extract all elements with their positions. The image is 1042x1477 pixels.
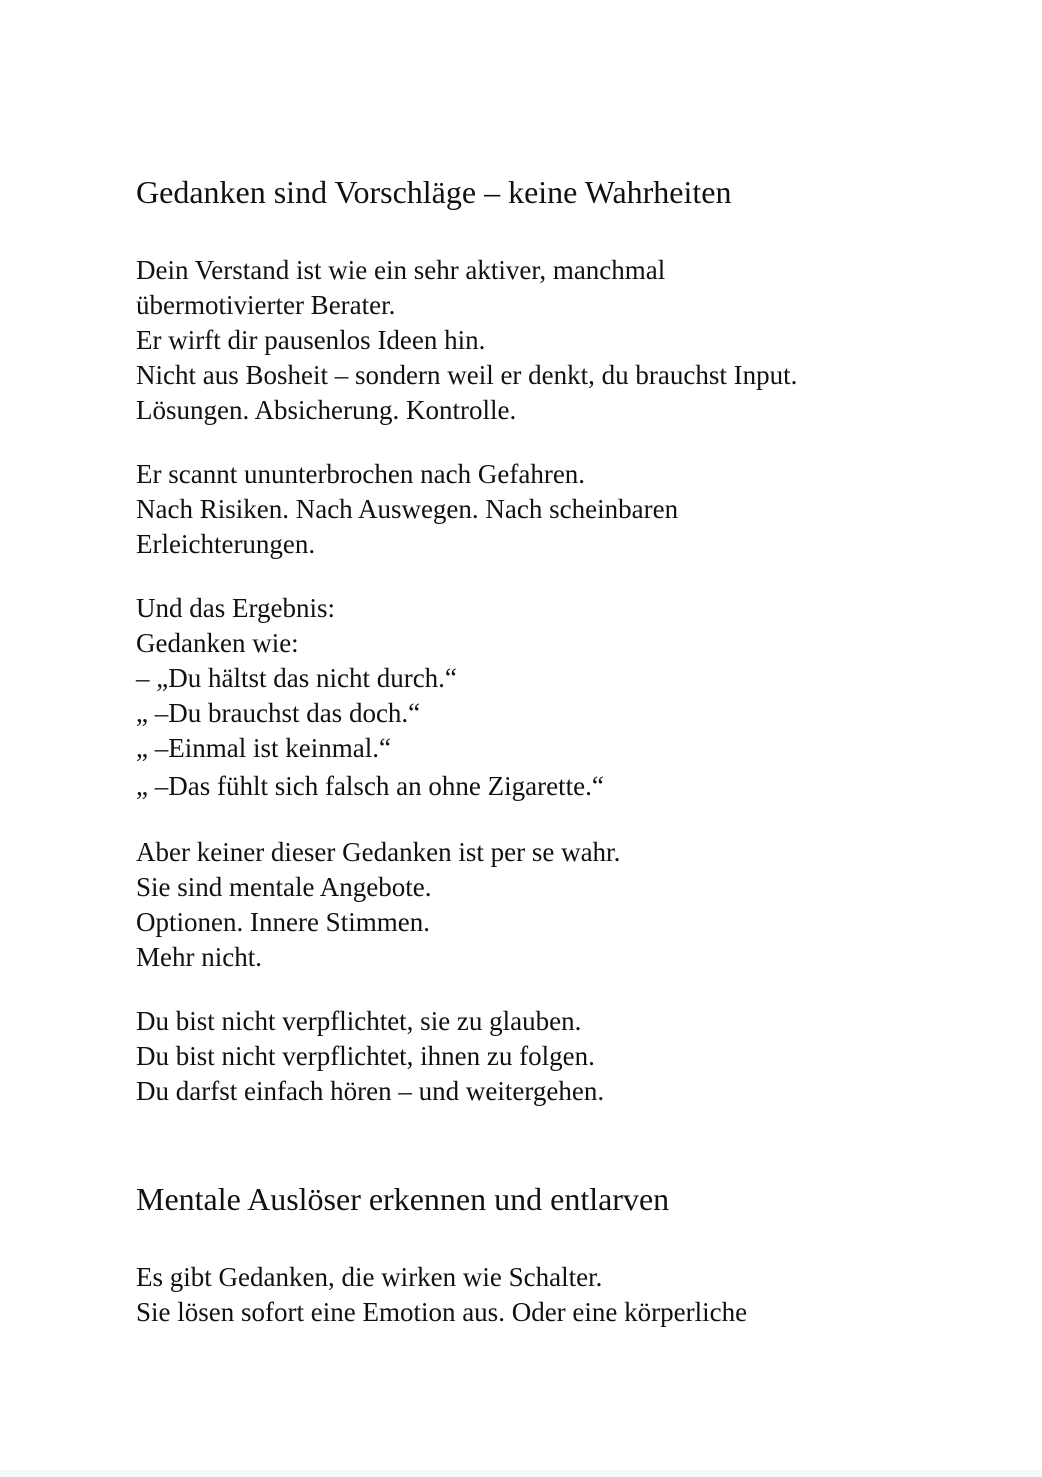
text-line: Es gibt Gedanken, die wirken wie Schalter. bbox=[136, 1262, 603, 1292]
text-line: Optionen. Innere Stimmen. bbox=[136, 907, 430, 937]
text-line: Und das Ergebnis: bbox=[136, 593, 335, 623]
text-line: Nach Risiken. Nach Auswegen. Nach scheinbaren bbox=[136, 494, 679, 524]
paragraph-mind-as-advisor bbox=[136, 253, 936, 428]
paragraph-not-obligated bbox=[136, 1004, 936, 1109]
paragraph-scanning-dangers bbox=[136, 457, 936, 562]
text-line: Nicht aus Bosheit – sondern weil er denkt, du brauchst Input. bbox=[136, 360, 798, 390]
paragraph-thoughts-as-switches bbox=[136, 1260, 936, 1330]
text-line: Mehr nicht. bbox=[136, 942, 262, 972]
paragraph-not-true bbox=[136, 835, 936, 975]
text-line: Er scannt ununterbrochen nach Gefahren. bbox=[136, 459, 586, 489]
page-bottom-edge bbox=[0, 1470, 1042, 1477]
quote-line: „ –Du brauchst das doch.“ bbox=[136, 698, 421, 728]
text-line: Aber keiner dieser Gedanken ist per se wahr. bbox=[136, 837, 621, 867]
text-line: Du bist nicht verpflichtet, sie zu glauben. bbox=[136, 1006, 582, 1036]
section-heading-mental-triggers: Mentale Auslöser erkennen und entlarven bbox=[136, 1181, 670, 1217]
page-content bbox=[136, 170, 936, 1359]
quote-line: „ –Das fühlt sich falsch an ohne Zigarette.“ bbox=[136, 771, 604, 801]
text-line: Du bist nicht verpflichtet, ihnen zu folgen. bbox=[136, 1041, 595, 1071]
quote-line: „ –Einmal ist keinmal.“ bbox=[136, 733, 391, 763]
text-line: Du darfst einfach hören – und weitergehen. bbox=[136, 1076, 605, 1106]
section-heading-thoughts-are-suggestions: Gedanken sind Vorschläge – keine Wahrheiten bbox=[136, 174, 732, 210]
text-line: Er wirft dir pausenlos Ideen hin. bbox=[136, 325, 486, 355]
text-line: Erleichterungen. bbox=[136, 529, 316, 559]
text-line: Dein Verstand ist wie ein sehr aktiver, manchmal bbox=[136, 255, 666, 285]
text-line: übermotivierter Berater. bbox=[136, 290, 396, 320]
text-line: Gedanken wie: bbox=[136, 628, 299, 658]
quote-line: – „Du hältst das nicht durch.“ bbox=[136, 663, 457, 693]
text-line: Lösungen. Absicherung. Kontrolle. bbox=[136, 395, 517, 425]
text-line: Sie sind mentale Angebote. bbox=[136, 872, 432, 902]
text-line: Sie lösen sofort eine Emotion aus. Oder eine körperliche bbox=[136, 1297, 748, 1327]
paragraph-thought-examples bbox=[136, 591, 936, 806]
